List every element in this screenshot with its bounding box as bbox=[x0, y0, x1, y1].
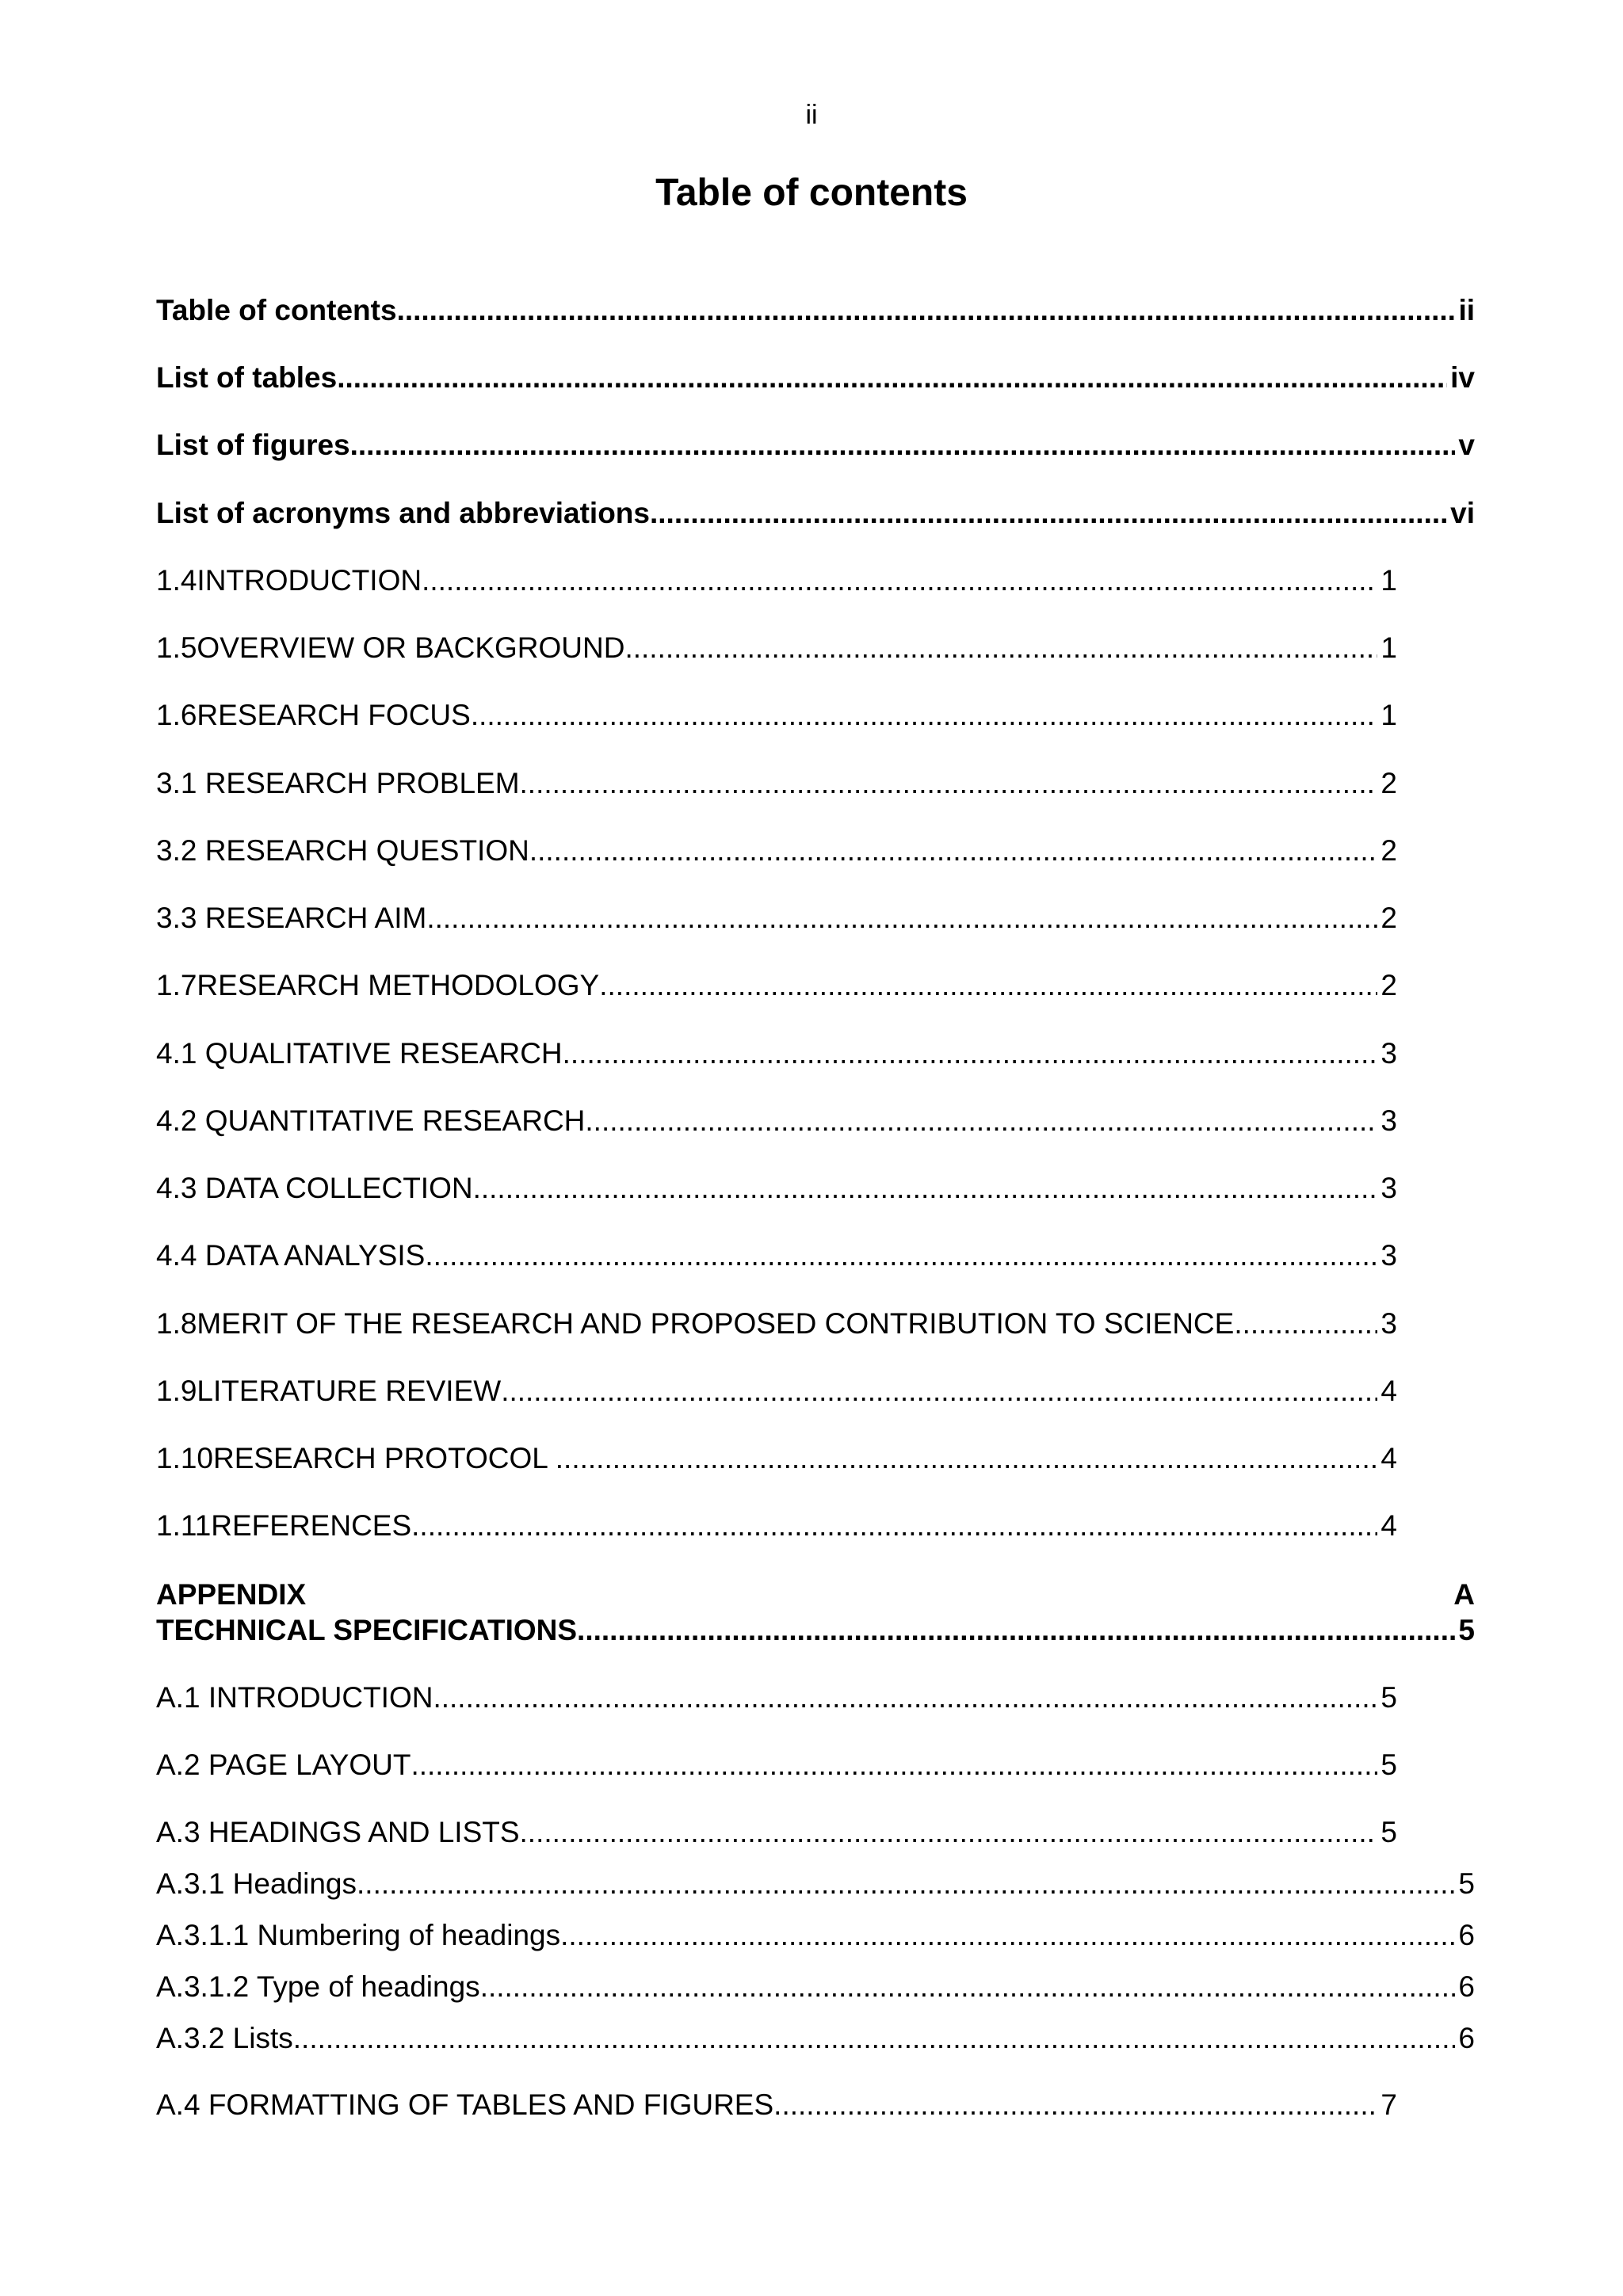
toc-entry-page: 3 bbox=[1381, 1239, 1397, 1272]
toc-entry-data-analysis[interactable] bbox=[156, 1241, 1397, 1270]
dot-leader bbox=[599, 971, 1377, 1000]
dot-leader bbox=[480, 1972, 1456, 2001]
dot-leader bbox=[426, 903, 1377, 933]
toc-entry-page: 2 bbox=[1381, 969, 1397, 1001]
dot-leader bbox=[520, 769, 1378, 798]
toc-entry-overview[interactable] bbox=[156, 633, 1397, 662]
toc-entry-research-question[interactable] bbox=[156, 836, 1397, 865]
dot-leader bbox=[473, 1173, 1378, 1203]
toc-entry-a32-lists[interactable] bbox=[156, 2023, 1475, 2053]
toc-entry-merit-of-research[interactable] bbox=[156, 1309, 1397, 1338]
toc-entry-research-problem[interactable] bbox=[156, 769, 1397, 798]
toc-entry-list-of-figures[interactable] bbox=[156, 430, 1475, 460]
dot-leader bbox=[433, 1683, 1377, 1712]
toc-entry-label: List of figures bbox=[156, 429, 350, 461]
toc-entry-a3-headings-and-lists[interactable] bbox=[156, 1817, 1397, 1847]
toc-entry-label: 3.1 RESEARCH PROBLEM bbox=[156, 767, 520, 799]
toc-entry-label: 1.11REFERENCES bbox=[156, 1509, 412, 1542]
toc-entry-page: 1 bbox=[1381, 631, 1397, 664]
toc-entry-research-aim[interactable] bbox=[156, 903, 1397, 933]
toc-entry-page: 5 bbox=[1458, 1614, 1475, 1646]
toc-entry-a312-type-of-headings[interactable] bbox=[156, 1972, 1475, 2001]
page-title: Table of contents bbox=[655, 172, 968, 214]
toc-entry-page: 1 bbox=[1381, 699, 1397, 731]
toc-entry-label: A.3.1.1 Numbering of headings bbox=[156, 1919, 561, 1951]
dot-leader bbox=[577, 1615, 1455, 1645]
toc-entry-label: A.1 INTRODUCTION bbox=[156, 1681, 433, 1714]
dot-leader bbox=[624, 633, 1377, 662]
toc-entry-page: 6 bbox=[1458, 1919, 1475, 1951]
toc-entry-page: 2 bbox=[1381, 902, 1397, 934]
toc-entry-label: 4.1 QUALITATIVE RESEARCH bbox=[156, 1037, 563, 1070]
dot-leader bbox=[529, 836, 1378, 865]
toc-entry-page: 2 bbox=[1381, 767, 1397, 799]
toc-entry-list-of-tables[interactable] bbox=[156, 363, 1475, 392]
toc-entry-label: 1.9LITERATURE REVIEW bbox=[156, 1375, 502, 1407]
toc-entry-a311-numbering-of-headings[interactable] bbox=[156, 1920, 1475, 1950]
dot-leader bbox=[293, 2023, 1456, 2053]
toc-entry-label: 4.3 DATA COLLECTION bbox=[156, 1172, 473, 1204]
toc-entry-page: v bbox=[1458, 429, 1475, 461]
appendix-letter: A bbox=[1453, 1578, 1475, 1611]
toc-entry-quantitative-research[interactable] bbox=[156, 1106, 1397, 1135]
toc-entry-page: iv bbox=[1450, 361, 1475, 394]
toc-entry-page: 2 bbox=[1381, 834, 1397, 867]
dot-leader bbox=[397, 296, 1456, 325]
toc-entry-label: 1.6RESEARCH FOCUS bbox=[156, 699, 471, 731]
toc-entry-page: 5 bbox=[1381, 1816, 1397, 1848]
toc-entry-label: A.3.1.2 Type of headings bbox=[156, 1970, 480, 2003]
dot-leader bbox=[337, 363, 1447, 392]
toc-entry-page: 3 bbox=[1381, 1307, 1397, 1340]
appendix-title-line bbox=[156, 1615, 1475, 1645]
toc-entry-literature-review[interactable] bbox=[156, 1376, 1397, 1405]
dot-leader bbox=[520, 1817, 1378, 1847]
toc-entry-research-focus[interactable] bbox=[156, 700, 1397, 730]
toc-entry-label: 3.2 RESEARCH QUESTION bbox=[156, 834, 529, 867]
toc-entry-label: APPENDIX bbox=[156, 1578, 307, 1611]
toc-entry-page: 5 bbox=[1381, 1681, 1397, 1714]
dot-leader bbox=[650, 498, 1447, 528]
dot-leader bbox=[773, 2090, 1377, 2119]
toc-entry-label: 1.10RESEARCH PROTOCOL bbox=[156, 1442, 556, 1474]
dot-leader bbox=[585, 1106, 1377, 1135]
toc-entry-label: 4.2 QUANTITATIVE RESEARCH bbox=[156, 1104, 586, 1137]
toc-entry-a4-formatting-tables-figures[interactable] bbox=[156, 2090, 1397, 2119]
toc-entry-page: 4 bbox=[1381, 1375, 1397, 1407]
toc-entry-table-of-contents[interactable] bbox=[156, 296, 1475, 325]
dot-leader bbox=[422, 566, 1377, 595]
toc-entry-label: A.3 HEADINGS AND LISTS bbox=[156, 1816, 520, 1848]
toc-entry-page: 3 bbox=[1381, 1104, 1397, 1137]
toc-entry-data-collection[interactable] bbox=[156, 1173, 1397, 1203]
dot-leader bbox=[350, 430, 1456, 460]
dot-leader bbox=[411, 1750, 1377, 1779]
toc-entry-label: TECHNICAL SPECIFICATIONS bbox=[156, 1614, 578, 1646]
page-number: ii bbox=[805, 100, 818, 130]
toc-entry-page: 6 bbox=[1458, 1970, 1475, 2003]
toc-entry-page: 4 bbox=[1381, 1509, 1397, 1542]
toc-entry-label: 1.4INTRODUCTION bbox=[156, 564, 422, 597]
toc-entry-page: 3 bbox=[1381, 1037, 1397, 1070]
toc-entry-a1-introduction[interactable] bbox=[156, 1683, 1397, 1712]
dot-leader bbox=[471, 700, 1378, 730]
toc-entry-page: ii bbox=[1458, 294, 1475, 326]
appendix-heading-line bbox=[156, 1580, 1475, 1609]
toc-entry-label: List of acronyms and abbreviations bbox=[156, 497, 650, 529]
toc-entry-label: 3.3 RESEARCH AIM bbox=[156, 902, 427, 934]
toc-entry-page: 6 bbox=[1458, 2022, 1475, 2054]
toc-entry-page: 1 bbox=[1381, 564, 1397, 597]
toc-entry-page: 3 bbox=[1381, 1172, 1397, 1204]
toc-entry-label: A.4 FORMATTING OF TABLES AND FIGURES bbox=[156, 2088, 774, 2121]
toc-entry-research-methodology[interactable] bbox=[156, 971, 1397, 1000]
dot-leader bbox=[563, 1039, 1378, 1068]
toc-entry-page: 4 bbox=[1381, 1442, 1397, 1474]
dot-leader bbox=[556, 1444, 1378, 1473]
dot-leader bbox=[501, 1376, 1377, 1405]
toc-entry-qualitative-research[interactable] bbox=[156, 1039, 1397, 1068]
toc-entry-list-of-acronyms[interactable] bbox=[156, 498, 1475, 528]
toc-entry-page: vi bbox=[1450, 497, 1475, 529]
toc-entry-label: A.3.1 Headings bbox=[156, 1867, 357, 1900]
dot-leader bbox=[425, 1241, 1377, 1270]
dot-leader bbox=[357, 1869, 1455, 1898]
toc-entry-a31-headings[interactable] bbox=[156, 1869, 1475, 1898]
toc-entry-label: 1.5OVERVIEW OR BACKGROUND bbox=[156, 631, 625, 664]
toc-entry-research-protocol[interactable] bbox=[156, 1444, 1397, 1473]
toc-entry-page: 5 bbox=[1458, 1867, 1475, 1900]
toc-entry-references[interactable] bbox=[156, 1511, 1397, 1540]
toc-entry-introduction[interactable] bbox=[156, 566, 1397, 595]
toc-entry-label: List of tables bbox=[156, 361, 338, 394]
toc-entry-page: 7 bbox=[1381, 2088, 1397, 2121]
toc-entry-label: A.2 PAGE LAYOUT bbox=[156, 1749, 411, 1781]
toc-entry-a2-page-layout[interactable] bbox=[156, 1750, 1397, 1779]
toc-entry-label: 4.4 DATA ANALYSIS bbox=[156, 1239, 426, 1272]
dot-leader bbox=[411, 1511, 1377, 1540]
toc-entry-appendix-a[interactable] bbox=[156, 1580, 1475, 1645]
toc-entry-label: A.3.2 Lists bbox=[156, 2022, 293, 2054]
toc-entry-label: 1.7RESEARCH METHODOLOGY bbox=[156, 969, 600, 1001]
toc-entry-label: 1.8MERIT OF THE RESEARCH AND PROPOSED CONTRIBUTION TO SCIENCE bbox=[156, 1307, 1235, 1340]
toc-entry-page: 5 bbox=[1381, 1749, 1397, 1781]
dot-leader bbox=[1234, 1309, 1377, 1338]
toc-entry-label: Table of contents bbox=[156, 294, 397, 326]
dot-leader bbox=[560, 1920, 1455, 1950]
